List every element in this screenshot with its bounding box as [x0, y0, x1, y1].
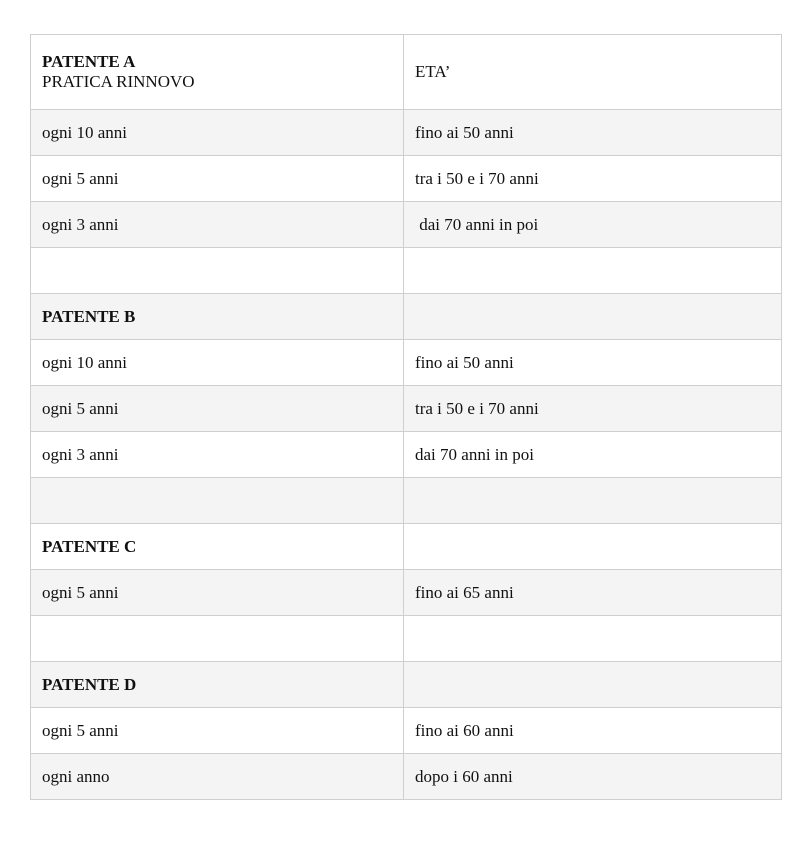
header-cell-age [404, 35, 782, 110]
renewal-cell: ogni 5 anni [31, 570, 404, 616]
age-cell: fino ai 50 anni [404, 340, 782, 386]
table-row [31, 754, 782, 800]
age-cell: tra i 50 e i 70 anni [404, 156, 782, 202]
renewal-cell: ogni 5 anni [31, 708, 404, 754]
table-row [31, 340, 782, 386]
empty-row [31, 248, 782, 294]
header-renewal-label: PRATICA RINNOVO [42, 72, 195, 91]
age-cell [404, 478, 782, 524]
age-cell: fino ai 50 anni [404, 110, 782, 156]
table-row [31, 156, 782, 202]
age-cell [404, 616, 782, 662]
age-cell [404, 294, 782, 340]
age-cell [404, 248, 782, 294]
table-header-row [31, 35, 782, 110]
renewal-cell: ogni anno [31, 754, 404, 800]
empty-row [31, 616, 782, 662]
table-row [31, 386, 782, 432]
table-row [31, 202, 782, 248]
table-row [31, 570, 782, 616]
header-age-label: ETA’ [415, 62, 451, 81]
age-cell [404, 662, 782, 708]
table-row [31, 708, 782, 754]
section-row-patente-b [31, 294, 782, 340]
renewal-cell [31, 248, 404, 294]
renewal-cell: ogni 3 anni [31, 432, 404, 478]
renewal-cell: ogni 10 anni [31, 110, 404, 156]
renewal-cell: ogni 10 anni [31, 340, 404, 386]
age-cell: fino ai 60 anni [404, 708, 782, 754]
header-license-type: PATENTE A [42, 52, 136, 71]
table-row [31, 110, 782, 156]
renewal-cell: ogni 5 anni [31, 386, 404, 432]
renewal-cell [31, 616, 404, 662]
age-cell: dai 70 anni in poi [404, 202, 782, 248]
age-cell: dai 70 anni in poi [404, 432, 782, 478]
renewal-cell: ogni 3 anni [31, 202, 404, 248]
age-cell: fino ai 65 anni [404, 570, 782, 616]
header-cell-renewal [31, 35, 404, 110]
empty-row [31, 478, 782, 524]
age-cell: dopo i 60 anni [404, 754, 782, 800]
section-title-cell: PATENTE B [31, 294, 404, 340]
section-row-patente-c [31, 524, 782, 570]
section-row-patente-d [31, 662, 782, 708]
section-title-cell: PATENTE C [31, 524, 404, 570]
renewal-cell: ogni 5 anni [31, 156, 404, 202]
age-cell [404, 524, 782, 570]
table-row [31, 432, 782, 478]
section-title-cell: PATENTE D [31, 662, 404, 708]
age-cell: tra i 50 e i 70 anni [404, 386, 782, 432]
renewal-cell [31, 478, 404, 524]
license-renewal-table [30, 34, 782, 800]
